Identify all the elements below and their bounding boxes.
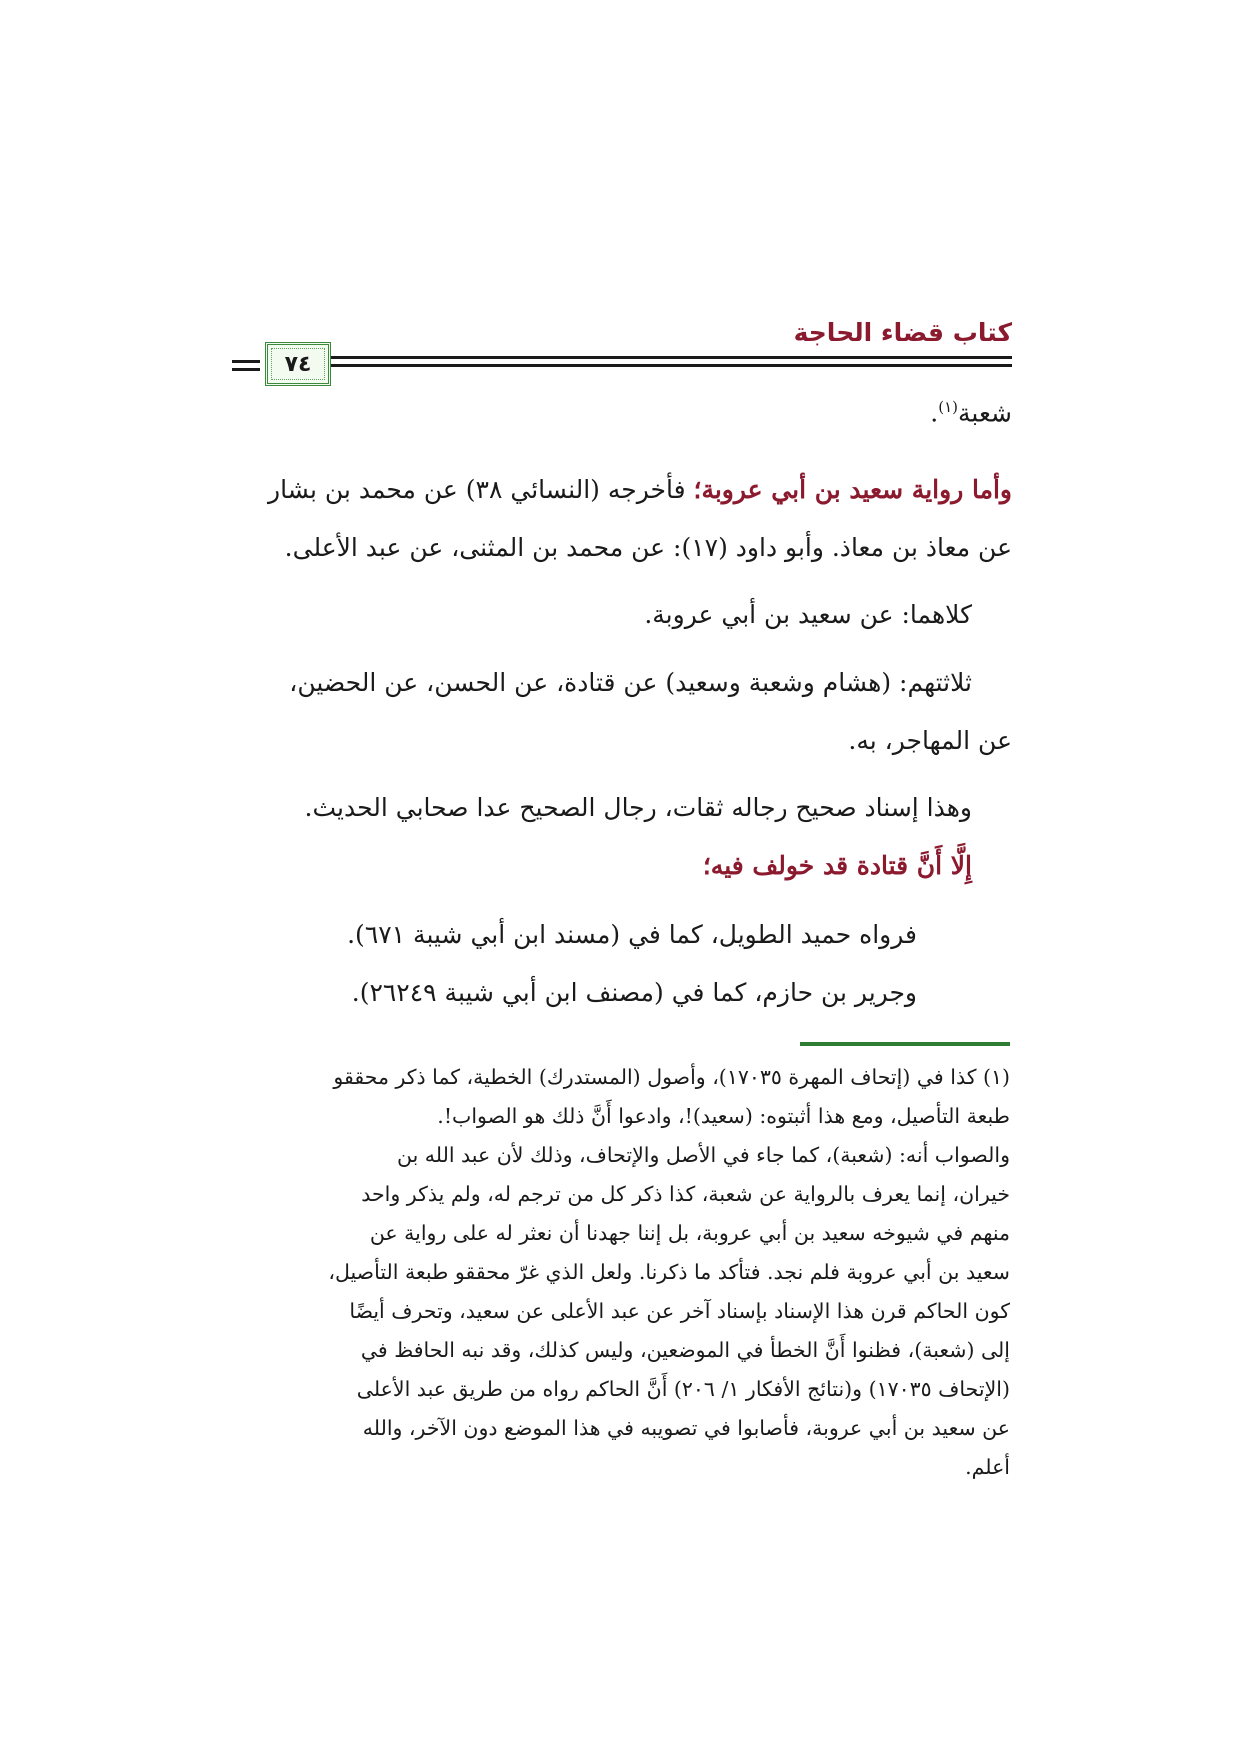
text-line: عن المهاجر، به. xyxy=(848,726,1012,755)
footnote-line: سعيد بن أبي عروبة فلم نجد. فتأكد ما ذكرنا. ولعل الذي غرّ محققو طبعة التأصيل، xyxy=(328,1260,1010,1284)
text-line: كلاهما: عن سعيد بن أبي عروبة. xyxy=(644,600,972,629)
footnote-line: (١) كذا في (إتحاف المهرة ١٧٠٣٥)، وأصول (المستدرك) الخطية، كما ذكر محققو xyxy=(333,1065,1010,1089)
text-line: فرواه حميد الطويل، كما في (مسند ابن أبي شيبة ٦٧١). xyxy=(347,920,917,949)
text-line xyxy=(930,398,1012,427)
footnote-line: خيران، إنما يعرف بالرواية عن شعبة، كذا ذكر كل من ترجم له، ولم يذكر واحد xyxy=(361,1182,1010,1206)
text-fragment: . xyxy=(930,398,939,428)
text-fragment: شعبة xyxy=(958,398,1012,428)
page-number: ٧٤ xyxy=(284,351,312,377)
section-heading: إِلَّا أَنَّ قتادة قد خولف فيه؛ xyxy=(702,851,972,880)
section-heading: وأما رواية سعيد بن أبي عروبة؛ xyxy=(693,475,1012,504)
text-line: وجرير بن حازم، كما في (مصنف ابن أبي شيبة ٢٦٢٤٩). xyxy=(351,978,917,1007)
footnote-line: والصواب أنه: (شعبة)، كما جاء في الأصل والإتحاف، وذلك لأن عبد الله بن xyxy=(396,1143,1010,1167)
footnote-line: (الإتحاف ١٧٠٣٥) و(نتائج الأفكار ١/ ٢٠٦) أَنَّ الحاكم رواه من طريق عبد الأعلى xyxy=(356,1377,1010,1401)
footnote-line: أعلم. xyxy=(965,1455,1010,1479)
text-line: عن معاذ بن معاذ. وأبو داود (١٧): عن محمد بن المثنى، عن عبد الأعلى. xyxy=(284,533,1012,562)
footnote-separator xyxy=(800,1042,1010,1046)
text-line xyxy=(268,475,1012,504)
text-line: وهذا إسناد صحيح رجاله ثقات، رجال الصحيح عدا صحابي الحديث. xyxy=(304,793,972,822)
main-text xyxy=(232,0,1012,1754)
text-fragment: فأخرجه (النسائي ٣٨) عن محمد بن بشار xyxy=(268,475,694,504)
footnote xyxy=(228,1058,1010,1487)
footnote-line: إلى (شعبة)، فظنوا أَنَّ الخطأ في الموضعين، وليس كذلك، وقد نبه الحافظ في xyxy=(360,1338,1010,1362)
footnote-marker[interactable]: (١) xyxy=(938,398,959,416)
text-line: ثلاثتهم: (هشام وشعبة وسعيد) عن قتادة، عن الحسن، عن الحضين، xyxy=(289,668,972,697)
footnote-line: طبعة التأصيل، ومع هذا أثبتوه: (سعيد)!، وادعوا أَنَّ ذلك هو الصواب!. xyxy=(437,1104,1010,1128)
footnote-line: كون الحاكم قرن هذا الإسناد بإسناد آخر عن عبد الأعلى عن سعيد، وتحرف أيضًا xyxy=(349,1299,1010,1323)
book-title: كتاب قضاء الحاجة xyxy=(793,318,1012,347)
footnote-line: عن سعيد بن أبي عروبة، فأصابوا في تصويبه في هذا الموضع دون الآخر، والله xyxy=(362,1416,1010,1440)
footnote-line: منهم في شيوخه سعيد بن أبي عروبة، بل إننا جهدنا أن نعثر له على رواية عن xyxy=(369,1221,1010,1245)
